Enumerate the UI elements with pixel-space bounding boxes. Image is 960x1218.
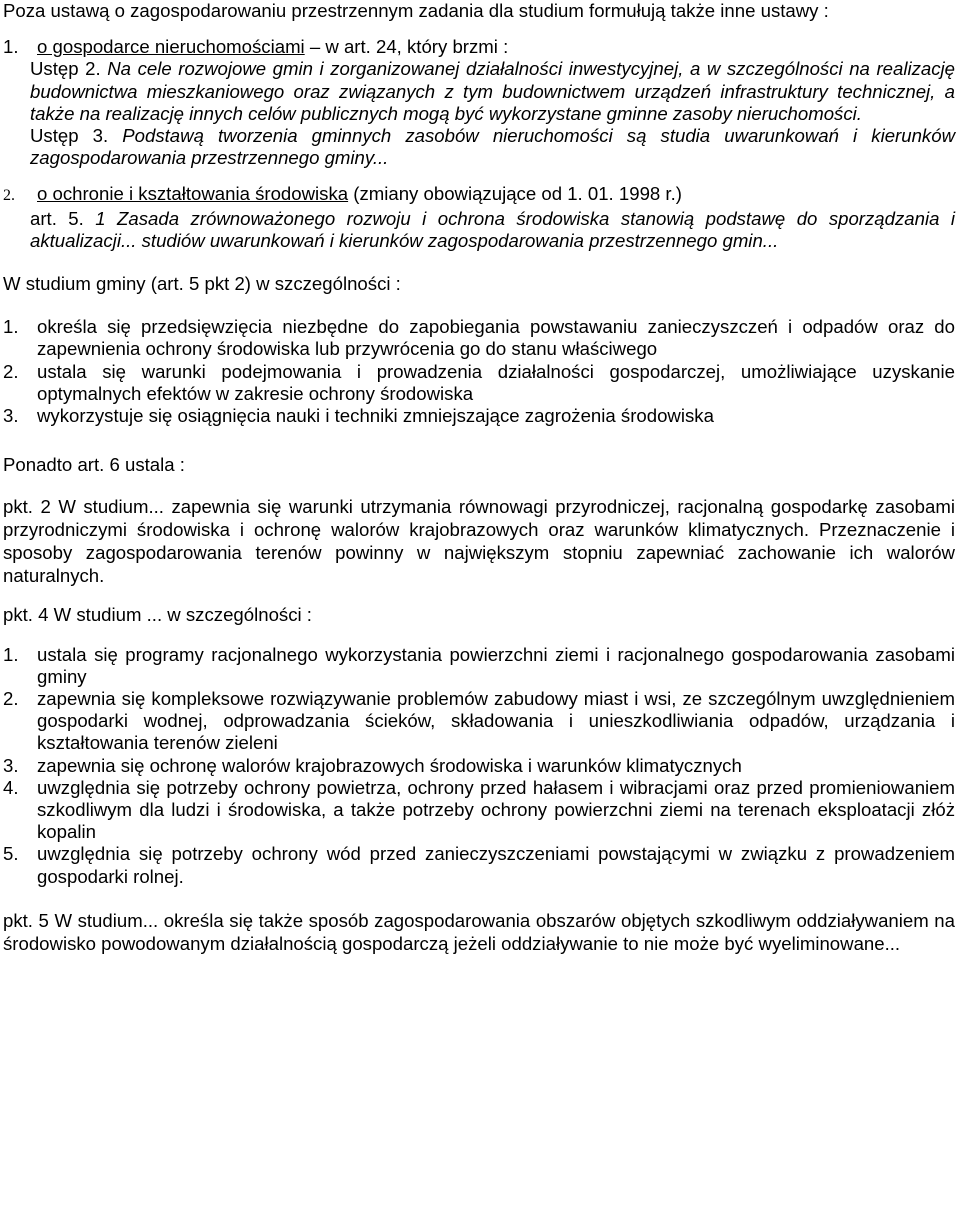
list-item-text: ustala się warunki podejmowania i prowadzenia działalności gospodarczej, umożliwiające uzyskanie optymalnych efektów w zakresie ochrony środowiska — [37, 360, 955, 404]
list-item-text: ustala się programy racjonalnego wykorzystania powierzchni ziemi i racjonalnego gospodarowania zasobami gminy — [37, 643, 955, 687]
art-5-text: 1 Zasada zrównoważonego rozwoju i ochrona środowiska stanowią podstawę do sporządzania i aktualizacji... studiów uwarunkowań i kierunków zagospodarowania przestrzennego gmin... — [30, 207, 955, 251]
ustep-3 — [30, 125, 955, 169]
pkt-4-heading: pkt. 4 W studium ... w szczególności : — [3, 604, 312, 626]
studium-list — [3, 316, 955, 427]
ustep-2-text: Na cele rozwojowe gmin i zorganizowanej działalności inwestycyjnej, a w szczególności na realizację budownictwa mieszkaniowego oraz związanych z tym budownictwem urządzeń infrastruktury technicznej, a także na realizację innych celów publicznych mogą być wykorzystane gminne zasoby nieruchomości. — [30, 58, 955, 124]
list-item — [3, 361, 955, 405]
list-item-number: 3. — [3, 754, 19, 776]
pkt-5-paragraph: pkt. 5 W studium... określa się także sposób zagospodarowania obszarów objętych szkodliwym oddziaływaniem na środowisko powodowanym działalnością gospodarczą jeżeli oddziaływanie to nie może być wyeliminowane... — [3, 909, 955, 954]
law-2-title: o ochronie i kształtowania środowiska — [37, 183, 349, 205]
list-item-text: uwzględnia się potrzeby ochrony powietrza, ochrony przed hałasem i wibracjami oraz przed promieniowaniem szkodliwym dla ludzi i środowiska, a także potrzeby ochrony powierzchni ziemi na terenach eksploatacji złóż kopalin — [37, 776, 955, 843]
list-item-number: 2. — [3, 360, 19, 382]
list-item-number: 1. — [3, 643, 19, 665]
list-item-text: wykorzystuje się osiągnięcia nauki i techniki zmniejszające zagrożenia środowiska — [37, 405, 714, 427]
list-item-number: 4. — [3, 776, 19, 798]
list-item — [3, 644, 955, 688]
pkt-2-paragraph: pkt. 2 W studium... zapewnia się warunki utrzymania równowagi przyrodniczej, racjonalną gospodarkę zasobami przyrodniczymi środowiska i ochronę walorów krajobrazowych oraz warunków klimatycznych. Przeznaczenie i sposoby zagospodarowania terenów powinny w największym stopniu zapewniać zachowanie ich walorów naturalnych. — [3, 496, 955, 587]
ustep-3-label: Ustęp 3. — [30, 125, 109, 147]
law-2-rest: (zmiany obowiązujące od 1. 01. 1998 r.) — [348, 183, 682, 205]
law-2-heading — [3, 183, 955, 207]
art-5 — [30, 208, 955, 252]
list-item-text: uwzględnia się potrzeby ochrony wód przed zanieczyszczeniami powstającymi w związku z prowadzeniem gospodarki rolnej. — [37, 843, 955, 887]
list-item-text: określa się przedsięwzięcia niezbędne do zapobiegania powstawaniu zanieczyszczeń i odpadów oraz do zapewnienia ochrony środowiska lub przywrócenia go do stanu właściwego — [37, 316, 955, 360]
art-6-heading: Ponadto art. 6 ustala : — [3, 454, 185, 476]
law-1-quote — [30, 58, 955, 169]
list-item-number: 3. — [3, 405, 19, 427]
list-item-number: 1. — [3, 316, 19, 338]
list-item — [3, 405, 955, 427]
list-item-number: 5. — [3, 843, 19, 865]
list-item — [3, 843, 955, 887]
list-item-number: 2. — [3, 688, 19, 710]
ustep-3-text: Podstawą tworzenia gminnych zasobów nieruchomości są studia uwarunkowań i kierunków zagospodarowania przestrzennego gminy... — [30, 125, 955, 169]
ustep-2-label: Ustęp 2. — [30, 58, 101, 80]
law-1-title: o gospodarce nieruchomościami — [37, 36, 305, 58]
pkt-4-list — [3, 644, 955, 888]
ustep-2 — [30, 58, 955, 125]
list-item — [3, 688, 955, 755]
law-1-number: 1. — [3, 36, 19, 58]
intro-paragraph: Poza ustawą o zagospodarowaniu przestrzennym zadania dla studium formułują także inne ustawy : — [3, 0, 829, 21]
document-page — [3, 0, 955, 955]
list-item-text: zapewnia się ochronę walorów krajobrazowych środowiska i warunków klimatycznych — [37, 754, 742, 776]
art-5-label: art. 5. — [30, 207, 84, 229]
law-2-quote — [30, 208, 955, 252]
law-1-heading — [3, 36, 955, 58]
list-item — [3, 755, 955, 777]
list-item — [3, 777, 955, 844]
law-1-rest: – w art. 24, który brzmi : — [304, 36, 509, 58]
list-item-text: zapewnia się kompleksowe rozwiązywanie problemów zabudowy miast i wsi, ze szczególnym uwzględnieniem gospodarki wodnej, odprowadzania ścieków, składowania i unieszkodliwiania odpadów, urządzania i kształtowania terenów zieleni — [37, 688, 955, 754]
studium-heading: W studium gminy (art. 5 pkt 2) w szczególności : — [3, 273, 401, 295]
list-item — [3, 316, 955, 360]
law-2-number: 2. — [3, 187, 15, 205]
